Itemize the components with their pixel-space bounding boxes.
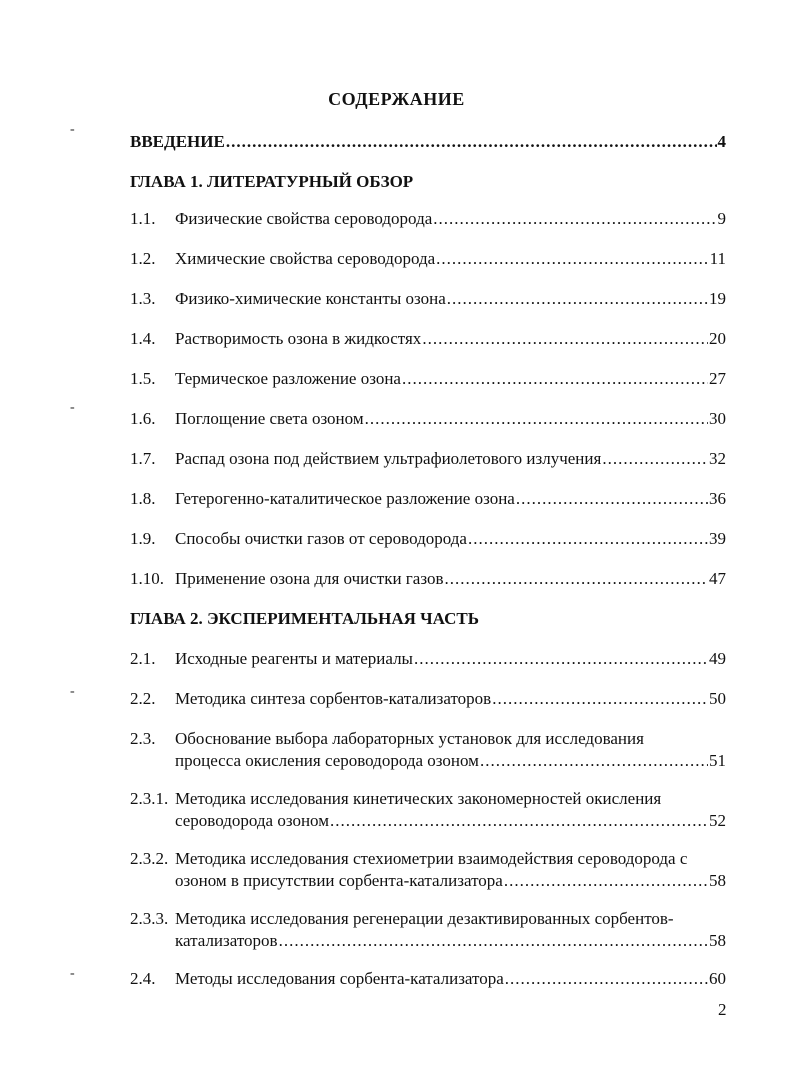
leader-dots: [330, 810, 708, 832]
entry-label: Химические свойства сероводорода: [175, 249, 436, 268]
entry-label: Методика исследования регенерации дезактивированных сорбентов-: [175, 909, 674, 928]
entry-page: 49: [709, 649, 726, 668]
toc-entry: [130, 288, 726, 310]
entry-label: Поглощение света озоном: [175, 409, 364, 428]
entry-number: 2.3.: [130, 729, 156, 748]
entry-number: 2.1.: [130, 649, 156, 668]
toc-entry: [130, 968, 726, 990]
entry-label: Исходные реагенты и материалы: [175, 649, 413, 668]
leader-dots: [480, 750, 708, 772]
entry-label-continued: катализаторов: [175, 931, 278, 950]
entry-label: Методика синтеза сорбентов-катализаторов: [175, 689, 492, 708]
leader-dots: [602, 448, 708, 470]
entry-label: Распад озона под действием ультрафиолетового излучения: [175, 449, 602, 468]
leader-dots: [444, 568, 708, 590]
entry-number: 2.3.1.: [130, 789, 169, 808]
entry-page: 30: [709, 409, 726, 428]
toc-entry: [130, 208, 726, 230]
entry-number: 2.2.: [130, 689, 156, 708]
scan-mark: -: [70, 400, 75, 415]
leader-dots: [226, 131, 717, 153]
toc-entry: [130, 568, 726, 590]
entry-label-continued: сероводорода озоном: [175, 811, 329, 830]
leader-dots: [422, 328, 708, 350]
chapter-heading: ГЛАВА 1. ЛИТЕРАТУРНЫЙ ОБЗОР: [130, 172, 414, 191]
entry-label: Методы исследования сорбента-катализатора: [175, 969, 504, 988]
entry-label: Гетерогенно-каталитическое разложение озона: [175, 489, 515, 508]
toc-entry: [130, 688, 726, 710]
entry-page: 9: [717, 209, 726, 228]
toc-intro-label: ВВЕДЕНИЕ: [130, 132, 225, 151]
leader-dots: [468, 528, 708, 550]
toc-entry: [130, 788, 726, 832]
entry-number: 1.3.: [130, 289, 156, 308]
entry-number: 1.7.: [130, 449, 156, 468]
toc-intro: [130, 131, 726, 153]
entry-page: 27: [709, 369, 726, 388]
leader-dots: [492, 688, 708, 710]
entry-page: 52: [709, 811, 726, 830]
entry-label: Способы очистки газов от сероводорода: [175, 529, 467, 548]
entry-label: Обоснование выбора лабораторных установок для исследования: [175, 729, 644, 748]
entry-page: 50: [709, 689, 726, 708]
leader-dots: [433, 208, 716, 230]
entry-number: 1.1.: [130, 209, 156, 228]
entry-number: 1.10.: [130, 569, 164, 588]
scan-mark: -: [70, 684, 75, 699]
leader-dots: [365, 408, 708, 430]
entry-number: 2.4.: [130, 969, 156, 988]
entry-page: 36: [709, 489, 726, 508]
toc-title: СОДЕРЖАНИЕ: [328, 89, 465, 109]
entry-label: Методика исследования стехиометрии взаимодействия сероводорода с: [175, 849, 688, 868]
entry-page: 58: [709, 931, 726, 950]
leader-dots: [516, 488, 708, 510]
entry-page: 58: [709, 871, 726, 890]
toc-entry: [130, 488, 726, 510]
entry-label-continued: озоном в присутствии сорбента-катализатора: [175, 871, 503, 890]
scan-mark: -: [70, 966, 75, 981]
entry-label: Методика исследования кинетических закономерностей окисления: [175, 789, 662, 808]
entry-page: 60: [709, 969, 726, 988]
toc-entry: [130, 848, 726, 892]
leader-dots: [402, 368, 708, 390]
entry-number: 2.3.3.: [130, 909, 169, 928]
entry-number: 1.4.: [130, 329, 156, 348]
chapter-heading: ГЛАВА 2. ЭКСПЕРИМЕНТАЛЬНАЯ ЧАСТЬ: [130, 609, 479, 628]
toc-entry: [130, 648, 726, 670]
toc-entry: [130, 908, 726, 952]
entry-number: 1.2.: [130, 249, 156, 268]
entry-label-continued: процесса окисления сероводорода озоном: [175, 751, 479, 770]
page-number: 2: [718, 1000, 727, 1019]
toc-entry: [130, 248, 726, 270]
toc-entry: [130, 728, 726, 772]
entry-page: 20: [709, 329, 726, 348]
entry-page: 32: [709, 449, 726, 468]
entry-number: 1.5.: [130, 369, 156, 388]
entry-page: 51: [709, 751, 726, 770]
toc-entry: [130, 408, 726, 430]
entry-page: 19: [709, 289, 726, 308]
entry-label: Физико-химические константы озона: [175, 289, 446, 308]
leader-dots: [504, 870, 708, 892]
scan-mark: -: [70, 122, 75, 137]
toc-intro-page: 4: [717, 132, 726, 151]
entry-number: 1.6.: [130, 409, 156, 428]
entry-label: Применение озона для очистки газов: [175, 569, 444, 588]
toc-entry: [130, 328, 726, 350]
toc-entry: [130, 448, 726, 470]
entry-page: 39: [709, 529, 726, 548]
leader-dots: [414, 648, 708, 670]
leader-dots: [505, 968, 708, 990]
entry-label: Термическое разложение озона: [175, 369, 401, 388]
entry-number: 1.9.: [130, 529, 156, 548]
entry-page: 11: [709, 249, 726, 268]
entry-number: 2.3.2.: [130, 849, 169, 868]
entry-label: Физические свойства сероводорода: [175, 209, 433, 228]
leader-dots: [279, 930, 708, 952]
leader-dots: [447, 288, 708, 310]
leader-dots: [436, 248, 708, 270]
entry-number: 1.8.: [130, 489, 156, 508]
entry-page: 47: [709, 569, 726, 588]
entry-label: Растворимость озона в жидкостях: [175, 329, 422, 348]
toc-entry: [130, 528, 726, 550]
toc-entry: [130, 368, 726, 390]
